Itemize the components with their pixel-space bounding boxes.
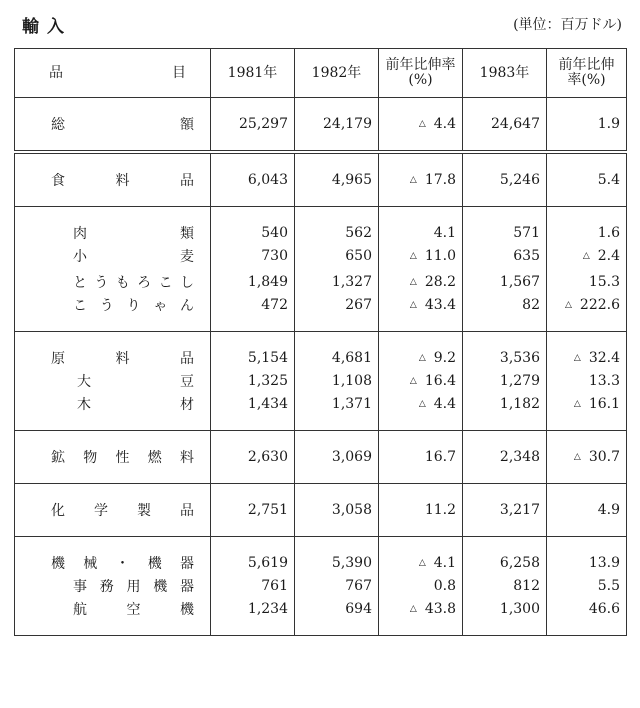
change-1983: 4.9 (547, 484, 627, 537)
unit-label: (単位：百万ドル) (513, 17, 622, 33)
change-1983: 13.9 (547, 537, 627, 574)
change-1982: △ 9.2 (379, 332, 463, 369)
value-1982: 3,069 (295, 431, 379, 484)
item-name: こ う り ゃ ん (15, 295, 211, 332)
change-1982: △ 4.4 (379, 394, 463, 431)
value-1982: 1,371 (295, 394, 379, 431)
change-1982: △ 28.2 (379, 269, 463, 295)
value-1981: 1,849 (211, 269, 295, 295)
value-1983: 571 (463, 207, 547, 244)
item-name: 航 空 機 (15, 599, 211, 636)
value-1983: 635 (463, 243, 547, 269)
item-name: 木 材 (15, 394, 211, 431)
change-1983: △ 30.7 (547, 431, 627, 484)
value-1981: 5,154 (211, 332, 295, 369)
value-1981: 25,297 (211, 98, 295, 153)
value-1983: 6,258 (463, 537, 547, 574)
value-1982: 694 (295, 599, 379, 636)
item-name: 大 豆 (15, 368, 211, 394)
value-1981: 1,325 (211, 368, 295, 394)
header-item (15, 49, 211, 98)
decrease-mark: △ (409, 300, 417, 310)
decrease-mark: △ (564, 300, 572, 310)
value-1981: 540 (211, 207, 295, 244)
change-1983: △ 2.4 (547, 243, 627, 269)
table-row (15, 599, 627, 636)
value-1982: 267 (295, 295, 379, 332)
value-1981: 1,434 (211, 394, 295, 431)
item-name: と う も ろ こ し (15, 269, 211, 295)
change-1982: △ 4.1 (379, 537, 463, 574)
value-1982: 1,327 (295, 269, 379, 295)
change-1982: △ 17.8 (379, 152, 463, 207)
item-name: 肉 類 (15, 207, 211, 244)
header-row (15, 49, 627, 98)
value-1982: 767 (295, 573, 379, 599)
table-row (15, 207, 627, 244)
value-1982: 24,179 (295, 98, 379, 153)
table-row (15, 243, 627, 269)
value-1981: 5,619 (211, 537, 295, 574)
decrease-mark: △ (409, 251, 417, 261)
item-name: 化 学 製 品 (15, 484, 211, 537)
value-1983: 3,536 (463, 332, 547, 369)
header-1982: 1982年 (295, 49, 379, 98)
change-1982: 4.1 (379, 207, 463, 244)
value-1982: 562 (295, 207, 379, 244)
header-item-label: 品 目 (49, 64, 186, 81)
change-1982: 0.8 (379, 573, 463, 599)
value-1983: 812 (463, 573, 547, 599)
decrease-mark: △ (418, 399, 426, 409)
decrease-mark: △ (418, 119, 426, 129)
value-1982: 4,681 (295, 332, 379, 369)
decrease-mark: △ (582, 251, 590, 261)
table-row (15, 573, 627, 599)
value-1983: 24,647 (463, 98, 547, 153)
import-table (14, 48, 627, 636)
decrease-mark: △ (409, 175, 417, 185)
decrease-mark: △ (409, 277, 417, 287)
value-1983: 5,246 (463, 152, 547, 207)
table-row (15, 332, 627, 369)
value-1983: 1,182 (463, 394, 547, 431)
header-1983: 1983年 (463, 49, 547, 98)
value-1983: 1,567 (463, 269, 547, 295)
decrease-mark: △ (409, 604, 417, 614)
value-1983: 82 (463, 295, 547, 332)
header-1981: 1981年 (211, 49, 295, 98)
change-1982: △ 43.8 (379, 599, 463, 636)
table-row (15, 537, 627, 574)
table-row (15, 484, 627, 537)
item-name: 鉱 物 性 燃 料 (15, 431, 211, 484)
table-row (15, 368, 627, 394)
decrease-mark: △ (573, 452, 581, 462)
value-1982: 3,058 (295, 484, 379, 537)
value-1981: 761 (211, 573, 295, 599)
table-body (15, 98, 627, 636)
header-change-1983: 前年比伸率(%) (547, 49, 627, 98)
change-1983: 1.9 (547, 98, 627, 153)
change-1983: 1.6 (547, 207, 627, 244)
table-row (15, 295, 627, 332)
change-1983: 13.3 (547, 368, 627, 394)
item-name: 小 麦 (15, 243, 211, 269)
value-1983: 1,300 (463, 599, 547, 636)
table-row (15, 152, 627, 207)
page-title: 輸入 (22, 17, 72, 37)
value-1981: 730 (211, 243, 295, 269)
value-1981: 6,043 (211, 152, 295, 207)
value-1982: 5,390 (295, 537, 379, 574)
change-1983: 5.4 (547, 152, 627, 207)
change-1982: △ 16.4 (379, 368, 463, 394)
item-name: 原 料 品 (15, 332, 211, 369)
value-1983: 3,217 (463, 484, 547, 537)
value-1981: 2,751 (211, 484, 295, 537)
change-1982: △ 4.4 (379, 98, 463, 153)
item-name: 事 務 用 機 器 (15, 573, 211, 599)
value-1982: 650 (295, 243, 379, 269)
change-1983: 46.6 (547, 599, 627, 636)
value-1981: 472 (211, 295, 295, 332)
decrease-mark: △ (409, 376, 417, 386)
value-1981: 1,234 (211, 599, 295, 636)
item-name: 食 料 品 (15, 152, 211, 207)
table-row (15, 98, 627, 153)
change-1983: △ 32.4 (547, 332, 627, 369)
decrease-mark: △ (573, 399, 581, 409)
change-1982: △ 11.0 (379, 243, 463, 269)
table-row (15, 394, 627, 431)
item-name: 機 械 ・ 機 器 (15, 537, 211, 574)
value-1982: 4,965 (295, 152, 379, 207)
change-1982: △ 43.4 (379, 295, 463, 332)
change-1983: 15.3 (547, 269, 627, 295)
value-1983: 1,279 (463, 368, 547, 394)
value-1982: 1,108 (295, 368, 379, 394)
decrease-mark: △ (573, 353, 581, 363)
change-1983: 5.5 (547, 573, 627, 599)
change-1983: △ 16.1 (547, 394, 627, 431)
item-name: 総 額 (15, 98, 211, 153)
value-1983: 2,348 (463, 431, 547, 484)
decrease-mark: △ (418, 558, 426, 568)
decrease-mark: △ (418, 353, 426, 363)
header-change-1982: 前年比伸率(%) (379, 49, 463, 98)
table-row (15, 431, 627, 484)
table-row (15, 269, 627, 295)
change-1983: △ 222.6 (547, 295, 627, 332)
value-1981: 2,630 (211, 431, 295, 484)
change-1982: 11.2 (379, 484, 463, 537)
change-1982: 16.7 (379, 431, 463, 484)
